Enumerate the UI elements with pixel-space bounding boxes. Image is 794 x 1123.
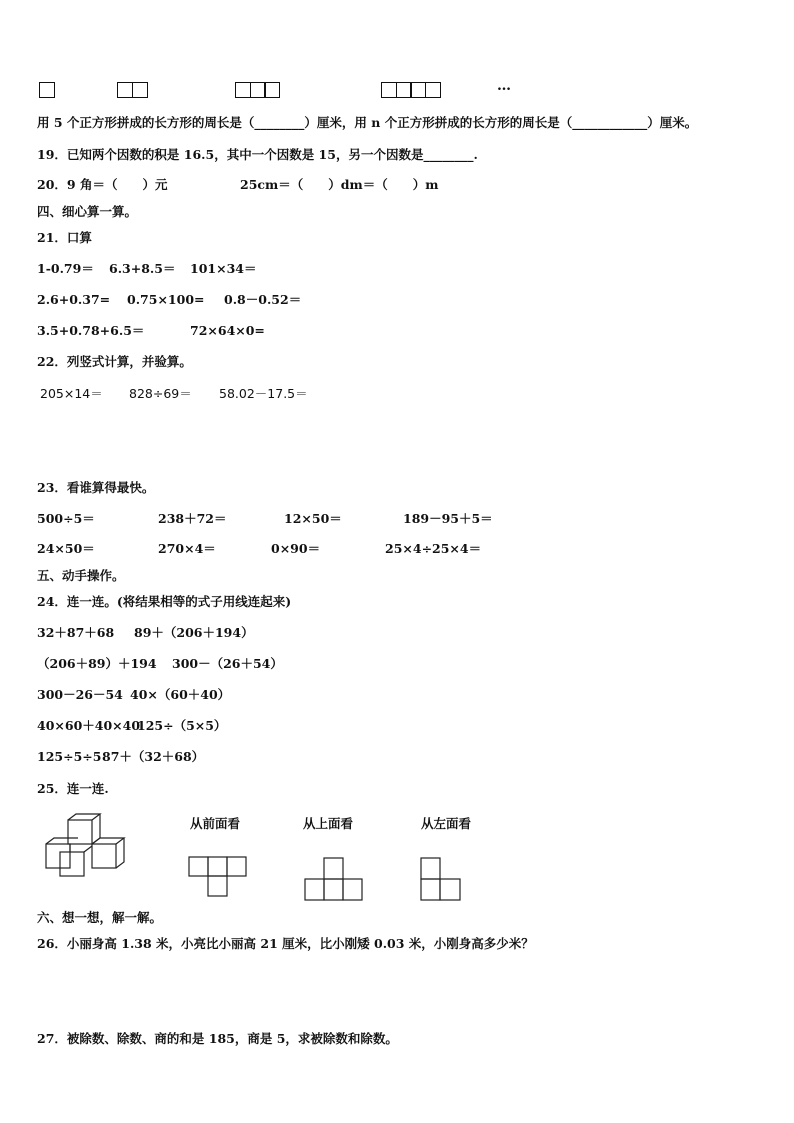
q22-item: 828÷69＝ — [129, 386, 192, 401]
q20-part2: 25cm＝（ ）dm＝（ ）m — [240, 177, 439, 192]
q21-item: 0.8－0.52＝ — [224, 292, 302, 307]
q23-item: 500÷5＝ — [37, 511, 95, 526]
q23-title: 23．看谁算得最快。 — [37, 480, 155, 495]
q21-item: 3.5+0.78+6.5＝ — [37, 323, 145, 338]
q21-item: 101×34＝ — [190, 261, 257, 276]
q21-item: 2.6+0.37= — [37, 292, 111, 307]
section6-title: 六、想一想，解一解。 — [37, 910, 163, 925]
q23-item: 189－95＋5＝ — [403, 511, 493, 526]
q24-right-expr: 87＋（32＋68） — [102, 749, 205, 764]
q24-right-expr: 40×（60＋40） — [130, 687, 231, 702]
q21-item: 0.75×100= — [127, 292, 205, 307]
front-view-figure — [188, 856, 248, 904]
q27-text: 27．被除数、除数、商的和是 185，商是 5，求被除数和除数。 — [37, 1031, 398, 1046]
q23-item: 12×50＝ — [284, 511, 342, 526]
q24-left-expr: 32＋87＋68 — [37, 625, 115, 640]
q24-right-expr: 89＋（206＋194） — [134, 625, 254, 640]
view-label-front: 从前面看 — [190, 816, 241, 831]
q20-part1: 20．9 角＝（ ）元 — [37, 177, 168, 192]
q24-left-expr: 40×60＋40×40 — [37, 718, 141, 733]
q21-item: 72×64×0= — [190, 323, 265, 338]
cube-stack-figure — [40, 812, 140, 884]
q23-item: 25×4÷25×4＝ — [385, 541, 482, 556]
q23-item: 238＋72＝ — [158, 511, 227, 526]
q23-item: 24×50＝ — [37, 541, 95, 556]
section4-title: 四、细心算一算。 — [37, 204, 138, 219]
one-square-figure — [39, 82, 54, 98]
section5-title: 五、动手操作。 — [37, 568, 125, 583]
q24-title: 24．连一连。(将结果相等的式子用线连起来) — [37, 594, 292, 609]
view-label-left: 从左面看 — [421, 816, 472, 831]
q21-item: 6.3+8.5＝ — [109, 261, 176, 276]
three-squares-figure — [235, 82, 279, 98]
q24-left-expr: 125÷5÷5 — [37, 749, 102, 764]
q24-right-expr: 125÷（5×5） — [137, 718, 227, 733]
left-view-figure — [420, 856, 464, 902]
q23-item: 270×4＝ — [158, 541, 216, 556]
q22-title: 22．列竖式计算，并验算。 — [37, 354, 192, 369]
q22-item: 58.02－17.5＝ — [219, 386, 308, 401]
q24-left-expr: （206＋89）＋194 — [37, 656, 157, 671]
ellipsis: … — [497, 78, 511, 94]
two-squares-figure — [117, 82, 146, 98]
q21-title: 21．口算 — [37, 230, 92, 245]
q21-item: 1-0.79＝ — [37, 261, 94, 276]
top-view-figure — [304, 856, 366, 902]
q18-perimeter-text: 用 5 个正方形拼成的长方形的周长是（________）厘米，用 n 个正方形拼成的长方形的周长是（____________）厘米。 — [37, 115, 698, 130]
q26-text: 26．小丽身高 1.38 米，小亮比小丽高 21 厘米，比小刚矮 0.03 米，小刚身高多少米？ — [37, 936, 534, 951]
four-squares-figure — [381, 82, 439, 98]
q25-title: 25．连一连. — [37, 781, 109, 796]
q24-left-expr: 300－26－54 — [37, 687, 123, 702]
q19-text: 19．已知两个因数的积是 16.5，其中一个因数是 15，另一个因数是________. — [37, 147, 478, 162]
q22-item: 205×14＝ — [40, 386, 103, 401]
q23-item: 0×90＝ — [271, 541, 321, 556]
view-label-top: 从上面看 — [303, 816, 354, 831]
q24-right-expr: 300－（26＋54） — [172, 656, 283, 671]
